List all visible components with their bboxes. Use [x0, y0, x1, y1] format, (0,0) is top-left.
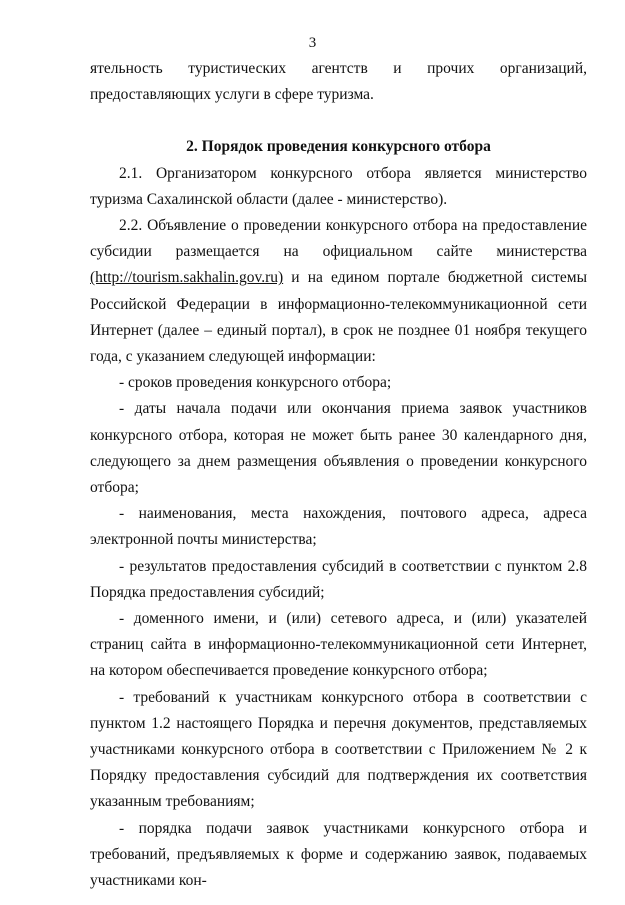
ministry-website-link[interactable]: (http://tourism.sakhalin.gov.ru) [90, 269, 284, 287]
paragraph-2-2-text-end: и на едином портале бюджетной системы Российской Федерации в информационно-телекоммуникационной сети Интернет (далее – единый портал), в срок не позднее 01 ноября текущего года, с указанием следующей информации: [90, 269, 587, 366]
list-item-application-procedure: - порядка подачи заявок участниками конкурсного отбора и требований, предъявляемых к форме и содержанию заявок, подаваемых участниками кон- [90, 819, 587, 890]
document-body [90, 56, 587, 894]
paragraph-2-2-text-start: 2.2. Объявление о проведении конкурсного отбора на предоставление субсидии размещается на официальном сайте министерства [90, 217, 587, 261]
list-item-application-dates: - даты начала подачи или окончания приема заявок участников конкурсного отбора, которая не может быть ранее 30 календарного дня, следующего за днем размещения объявления о проведении конкурсного отбора; [90, 400, 587, 497]
list-item-selection-dates: - сроков проведения конкурсного отбора; [119, 374, 392, 392]
paragraph-2-1: 2.1. Организатором конкурсного отбора является министерство туризма Сахалинской области (далее - министерство). [90, 164, 587, 208]
page-number: 3 [308, 35, 317, 51]
section-heading: 2. Порядок проведения конкурсного отбора [186, 138, 491, 156]
list-item-participant-requirements: - требований к участникам конкурсного отбора в соответствии с пунктом 1.2 настоящего Порядка и перечня документов, представляемых участниками конкурсного отбора в соответствии с Приложением № 2 к Порядку предоставления субсидий для подтверждения их соответствия указанным требованиям; [90, 688, 587, 811]
paragraph-2-2 [90, 213, 587, 370]
list-item-ministry-contacts: - наименования, места нахождения, почтового адреса, адреса электронной почты министерства; [90, 505, 587, 549]
paragraph-continuation: ятельность туристических агентств и прочих организаций, предоставляющих услуги в сфере туризма. [90, 60, 587, 104]
list-item-domain-name: - доменного имени, и (или) сетевого адреса, и (или) указателей страниц сайта в информационно-телекоммуникационной сети Интернет, на котором обеспечивается проведение конкурсного отбора; [90, 610, 587, 680]
list-item-subsidy-results: - результатов предоставления субсидий в соответствии с пунктом 2.8 Порядка предоставления субсидий; [90, 557, 587, 601]
